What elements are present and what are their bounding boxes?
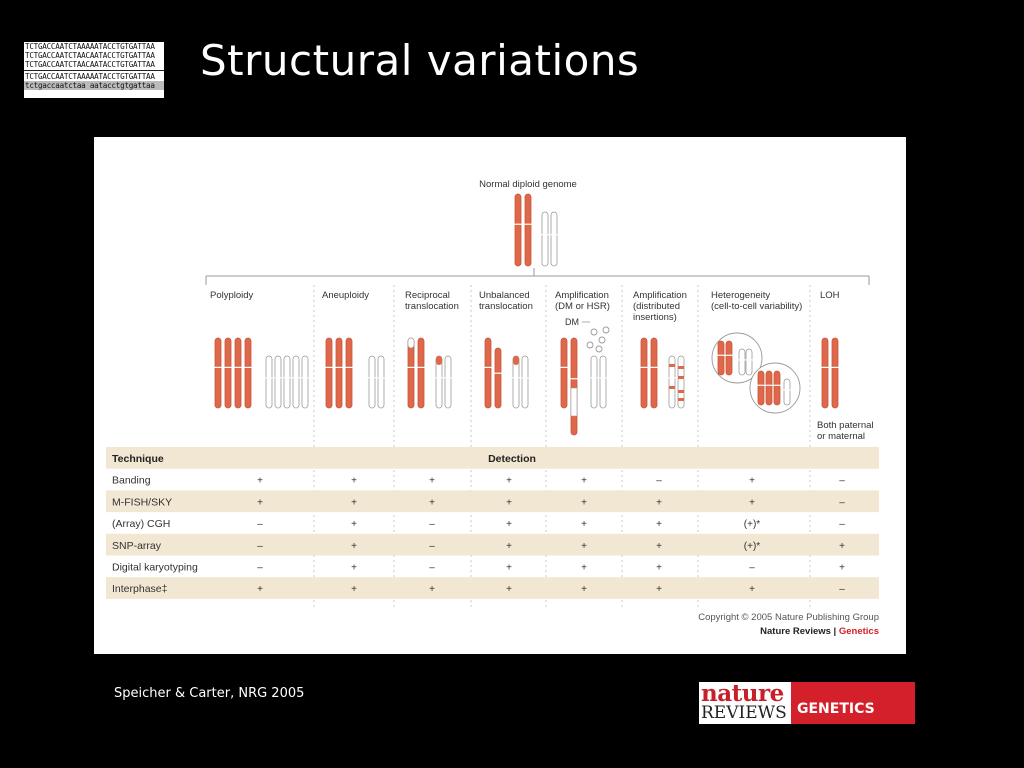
chromosome-body — [784, 379, 790, 405]
detection-value: + — [581, 584, 587, 596]
table-row-technique: M-FISH/SKY — [112, 496, 173, 509]
chromosome-body — [346, 338, 352, 408]
chromosome-body — [758, 371, 764, 405]
chromosome-body — [515, 194, 521, 266]
detection-value: + — [257, 475, 263, 487]
detection-value: + — [257, 584, 263, 596]
category-label: Polyploidy — [210, 290, 254, 301]
table-row-technique: Digital karyotyping — [112, 561, 198, 574]
chromosome-body — [235, 338, 241, 408]
chromosome-body — [326, 338, 332, 408]
chromosome — [726, 341, 733, 375]
detection-value: + — [581, 562, 587, 574]
logo-word-reviews: REVIEWS — [701, 703, 787, 723]
chromosome-body — [774, 371, 780, 405]
detection-value: – — [839, 497, 845, 509]
divider — [24, 70, 164, 71]
detection-value: + — [656, 540, 662, 552]
category-label: Heterogeneity — [711, 290, 771, 301]
detection-value: – — [257, 519, 263, 531]
structural-variation-figure — [94, 137, 906, 654]
table-row-band — [106, 577, 879, 599]
detection-value: + — [351, 475, 357, 487]
detection-value: – — [656, 475, 662, 487]
detection-value: – — [839, 475, 845, 487]
journal-name: Nature Reviews — [760, 626, 831, 637]
detection-value: + — [749, 475, 755, 487]
chromosome-body — [822, 338, 828, 408]
chromosome-body — [445, 356, 451, 408]
detection-value: + — [581, 475, 587, 487]
chromosome — [746, 349, 753, 375]
chromosome-body — [746, 349, 752, 375]
chromosome — [225, 338, 232, 408]
table-row-technique: (Array) CGH — [112, 518, 171, 531]
detection-value: + — [581, 540, 587, 552]
sequence-alignment-logo — [24, 42, 164, 98]
translocated-segment — [513, 356, 519, 365]
chromosome — [669, 356, 676, 408]
dm-label: DM — [565, 317, 579, 327]
detection-value: + — [351, 562, 357, 574]
chromosome — [739, 349, 746, 375]
chromosome-body — [275, 356, 281, 408]
category-label: (cell-to-cell variability) — [711, 301, 803, 312]
category-label: Amplification — [633, 290, 687, 301]
hsr-region — [571, 388, 577, 416]
chromosome-body — [766, 371, 772, 405]
detection-value: + — [351, 540, 357, 552]
loh-note: or maternal — [817, 431, 866, 442]
chromosome — [418, 338, 425, 408]
sequence-line: TCTGACCAATCTAAAAATACCTGTGATTAA — [25, 72, 155, 81]
chromosome — [718, 341, 725, 375]
slide-title: Structural variations — [200, 36, 640, 85]
chromosome — [326, 338, 333, 408]
detection-value: + — [839, 562, 845, 574]
chromosome — [485, 338, 492, 408]
chromosome — [215, 338, 222, 408]
translocated-segment — [408, 338, 414, 348]
chromosome — [336, 338, 343, 408]
table-row-band — [106, 534, 879, 556]
insertion-band — [678, 376, 684, 379]
detection-value: + — [429, 497, 435, 509]
chromosome — [284, 356, 291, 408]
detection-value: + — [351, 584, 357, 596]
chromosome — [591, 356, 598, 408]
category-label: insertions) — [633, 312, 677, 323]
detection-value: + — [351, 497, 357, 509]
chromosome-body — [739, 349, 745, 375]
double-minute — [596, 346, 602, 352]
detection-value: + — [656, 519, 662, 531]
category-label: Unbalanced — [479, 290, 530, 301]
insertion-band — [678, 390, 684, 393]
chromosome — [515, 194, 522, 266]
detection-value: + — [656, 562, 662, 574]
chromosome-body — [718, 341, 724, 375]
chromosome — [832, 338, 839, 408]
sequence-line: TCTGACCAATCTAAAAATACCTGTGATTAA — [25, 42, 155, 51]
logo-word-nature: nature — [701, 680, 784, 707]
chromosome — [551, 212, 558, 266]
insertion-band — [669, 386, 675, 389]
table-row-technique: Interphase‡ — [112, 583, 168, 596]
detection-value: – — [429, 562, 435, 574]
category-label: Aneuploidy — [322, 290, 370, 301]
chromosome — [561, 338, 568, 408]
chromosome — [495, 348, 502, 408]
chromosome — [651, 338, 658, 408]
chromosome-body — [215, 338, 221, 408]
category-label: translocation — [405, 301, 459, 312]
citation: Speicher & Carter, NRG 2005 — [114, 686, 305, 701]
category-label: (distributed — [633, 301, 680, 312]
logo-genetics-box — [791, 682, 915, 724]
detection-value: + — [506, 562, 512, 574]
detection-value: + — [656, 497, 662, 509]
insertion-band — [678, 366, 684, 369]
chromosome-body — [561, 338, 567, 408]
chromosome-body — [641, 338, 647, 408]
detection-value: (+)* — [743, 540, 761, 552]
detection-value: + — [581, 497, 587, 509]
chromosome-body — [336, 338, 342, 408]
chromosome — [525, 194, 532, 266]
chromosome-body — [293, 356, 299, 408]
translocated-segment — [436, 356, 442, 365]
table-header-technique: Technique — [112, 453, 164, 465]
chromosome-body — [651, 338, 657, 408]
detection-value: + — [506, 584, 512, 596]
insertion-band — [678, 398, 684, 401]
detection-value: + — [506, 475, 512, 487]
detection-value: + — [506, 540, 512, 552]
detection-value: + — [429, 475, 435, 487]
detection-value: + — [429, 584, 435, 596]
journal-separator: | — [830, 626, 839, 637]
chromosome-body — [266, 356, 272, 408]
detection-value: (+)* — [743, 519, 761, 531]
chromosome — [571, 338, 578, 435]
journal-credit — [760, 626, 879, 637]
chromosome — [235, 338, 242, 408]
chromosome — [542, 212, 549, 266]
detection-value: – — [839, 584, 845, 596]
sequence-line: TCTGACCAATCTAACAATACCTGTGATTAA — [25, 51, 155, 60]
category-label: Amplification — [555, 290, 609, 301]
chromosome-body — [408, 338, 414, 408]
chromosome — [302, 356, 309, 408]
chromosome — [266, 356, 273, 408]
logo-word-genetics: GENETICS — [797, 701, 875, 717]
chromosome-body — [302, 356, 308, 408]
table-row-technique: Banding — [112, 474, 151, 487]
chromosome — [641, 338, 648, 408]
chromosome-body — [551, 212, 557, 266]
chromosome-body — [418, 338, 424, 408]
chromosome — [378, 356, 385, 408]
double-minute — [587, 342, 593, 348]
chromosome — [784, 379, 791, 405]
detection-value: + — [656, 584, 662, 596]
chromosome-body — [591, 356, 597, 408]
table-row-band — [106, 490, 879, 512]
detection-value: – — [839, 519, 845, 531]
chromosome-body — [669, 356, 675, 408]
double-minute — [591, 329, 597, 335]
category-label: LOH — [820, 290, 840, 301]
detection-value: – — [257, 540, 263, 552]
chromosome-body — [225, 338, 231, 408]
chromosome-body — [542, 212, 548, 266]
journal-genetics: Genetics — [838, 626, 879, 637]
chromosome-body — [245, 338, 251, 408]
chromosome — [445, 356, 452, 408]
detection-value: + — [351, 519, 357, 531]
detection-value: + — [506, 497, 512, 509]
detection-value: + — [749, 497, 755, 509]
detection-value: + — [581, 519, 587, 531]
detection-value: + — [257, 497, 263, 509]
chromosome-body — [525, 194, 531, 266]
detection-value: – — [749, 562, 755, 574]
loh-note: Both paternal — [817, 420, 874, 431]
chromosome — [513, 356, 520, 408]
chromosome-body — [832, 338, 838, 408]
detection-value: + — [839, 540, 845, 552]
category-label: (DM or HSR) — [555, 301, 610, 312]
chromosome-body — [369, 356, 375, 408]
chromosome — [678, 356, 685, 408]
insertion-band — [669, 364, 675, 367]
figure-svg — [94, 137, 906, 654]
chromosome — [369, 356, 376, 408]
detection-value: – — [429, 540, 435, 552]
category-label: Reciprocal — [405, 290, 450, 301]
detection-value: + — [506, 519, 512, 531]
chromosome-body — [522, 356, 528, 408]
chromosome-body — [495, 348, 501, 408]
chromosome-body — [571, 338, 577, 435]
chromosome-body — [600, 356, 606, 408]
sequence-line: TCTGACCAATCTAACAATACCTGTGATTAA — [25, 60, 155, 69]
copyright-line: Copyright © 2005 Nature Publishing Group — [698, 612, 879, 623]
chromosome — [293, 356, 300, 408]
detection-value: – — [429, 519, 435, 531]
chromosome — [346, 338, 353, 408]
chromosome-body — [284, 356, 290, 408]
double-minute — [603, 327, 609, 333]
chromosome — [245, 338, 252, 408]
double-minute — [599, 337, 605, 343]
detection-value: – — [257, 562, 263, 574]
detection-value: + — [749, 584, 755, 596]
chromosome — [600, 356, 607, 408]
chromosome — [408, 338, 415, 408]
chromosome — [436, 356, 443, 408]
table-header-detection: Detection — [488, 453, 536, 465]
chromosome — [275, 356, 282, 408]
nature-reviews-genetics-logo — [699, 682, 915, 724]
chromosome — [758, 371, 765, 405]
category-label: translocation — [479, 301, 533, 312]
chromosome — [774, 371, 781, 405]
chromosome-body — [726, 341, 732, 375]
top-label: Normal diploid genome — [479, 179, 577, 190]
table-row-technique: SNP-array — [112, 539, 162, 552]
chromosome — [766, 371, 773, 405]
chromosome-body — [378, 356, 384, 408]
chromosome — [522, 356, 529, 408]
chromosome-body — [485, 338, 491, 408]
chromosome — [822, 338, 829, 408]
sequence-line: tctgaccaatctaa aatacctgtgattaa — [24, 81, 164, 90]
